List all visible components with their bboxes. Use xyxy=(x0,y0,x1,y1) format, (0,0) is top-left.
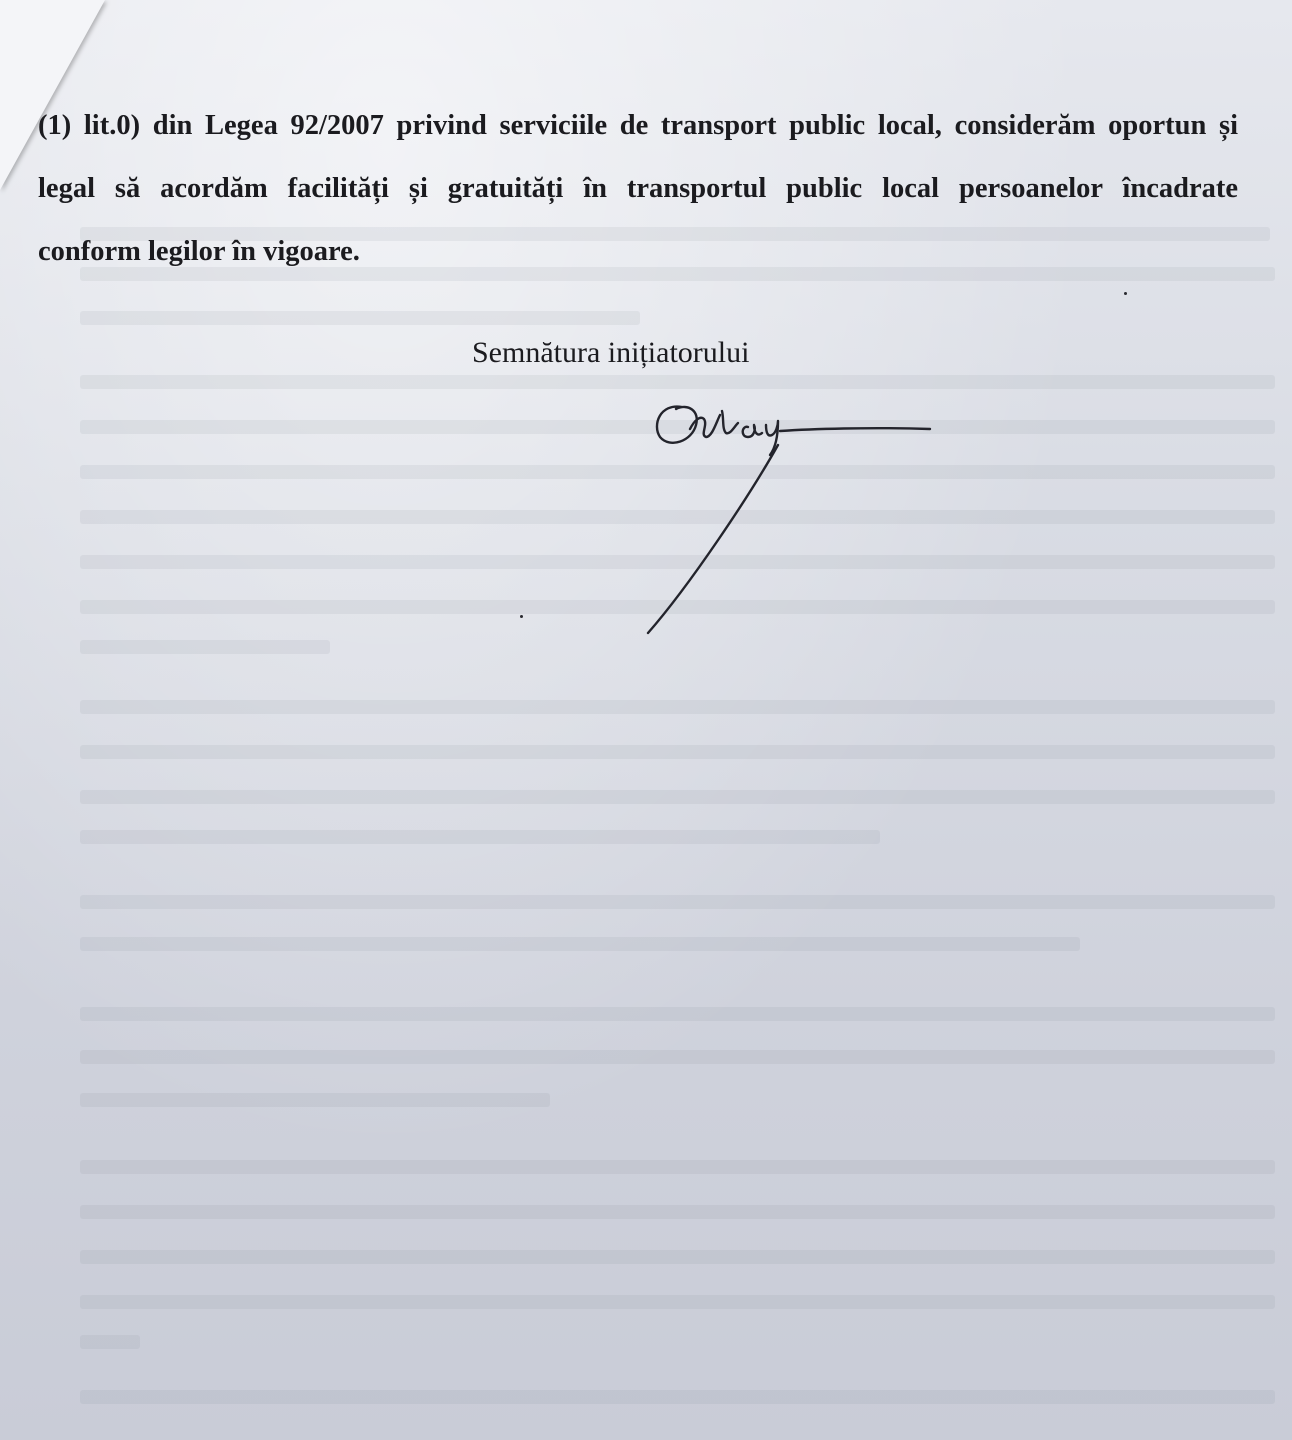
signature-caption: Semnătura inițiatorului xyxy=(472,336,750,369)
paragraph-line-1: (1) lit.0) din Legea 92/2007 privind serviciile de transport public local, considerăm oportun și xyxy=(38,110,1238,141)
paragraph-line-2: legal să acordăm facilități și gratuități în transportul public local persoanelor încadrate xyxy=(38,173,1238,204)
speck xyxy=(1124,292,1127,295)
handwritten-signature xyxy=(630,385,950,645)
speck xyxy=(520,615,523,618)
paragraph xyxy=(38,94,1238,283)
paragraph-line-3: conform legilor în vigoare. xyxy=(38,236,360,267)
